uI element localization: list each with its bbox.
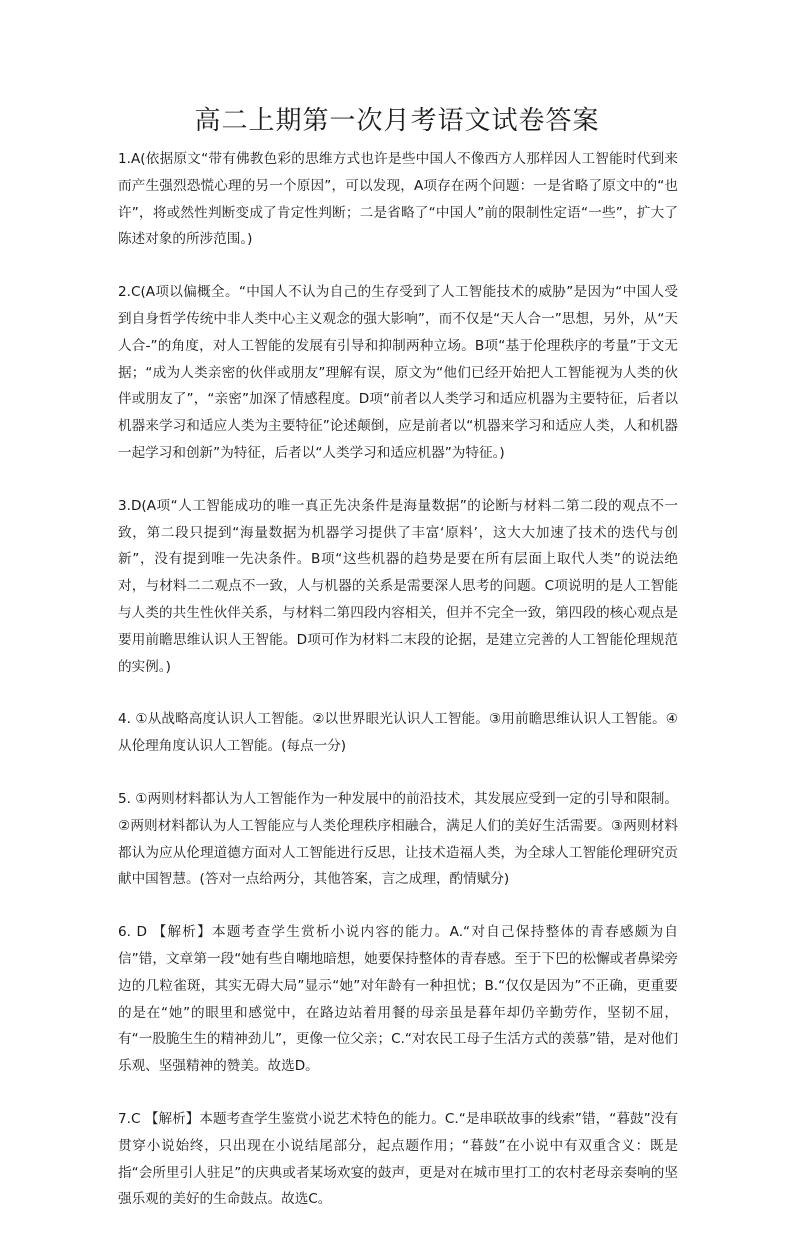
answer-item-3: 3.D(A项“人工智能成功的唯一真正先决条件是海量数据”的论断与材料二第二段的观点不一致，第二段只提到“海量数据为机器学习提供了丰富‘原料’，这大大加速了技术的迭代与创新”，没有提到唯一先决条件。B项“这些机器的趋势是要在所有层面上取代人类”的说法绝对，与材料二二观点不一致，人与机器的关系是需要深人思考的问题。C项说明的是人工智能与人类的共生性伙伴关系，与材料二第四段内容相关，但并不完全一致，第四段的核心观点是要用前瞻思维认识人王智能。D项可作为材料二末段的论据，是建立完善的人工智能伦理规范的实例。) (118, 497, 678, 675)
answer-item-5: 5. ①两则材料都认为人工智能作为一种发展中的前沿技术，其发展应受到一定的引导和限制。②两则材料都认为人工智能应与人类伦理秩序相融合，满足人们的美好生活需要。③两则材料都认为应从伦理道德方面对人工智能进行反思，让技术造福人类，为全球人工智能伦理研究贡献中国智慧。(答对一点给两分，其他答案，言之成理，酌情赋分) (118, 790, 678, 888)
document-title: 高二上期第一次月考语文试卷答案 (194, 106, 600, 136)
answer-list (118, 146, 678, 1239)
answer-item-1: 1.A(依据原文“带有佛教色彩的思维方式也许是些中国人不像西方人那样因人工智能时代到来而产生强烈恐慌心理的另一个原因”，可以发现，A项存在两个问题：一是省略了原文中的“也许”，将或然性判断变成了肯定性判断；二是省略了“中国人”前的限制性定语“一些”，扩大了陈述对象的所涉范围。) (118, 151, 678, 248)
answer-item-4: 4. ①从战略高度认识人工智能。②以世界眼光认识人工智能。③用前瞻思维认识人工智能。④从伦理角度认识人工智能。(每点一分) (118, 711, 678, 755)
answer-item-7: 7.C 【解析】本题考查学生鉴赏小说艺术特色的能力。C.“是串联故事的线索”错，“暮鼓”没有贯穿小说始终，只出现在小说结尾部分，起点题作用；“暮鼓”在小说中有双重含义：既是指“会所里引人驻足”的庆典或者某场欢宴的鼓声，更是对在城市里打工的农村老母亲奏响的坚强乐观的美好的生命鼓点。故选C。 (118, 1110, 678, 1208)
answer-item-2: 2.C(A项以偏概全。“中国人不认为自己的生存受到了人工智能技术的威胁”是因为“中国人受到自身哲学传统中非人类中心主义观念的强大影响”，而不仅是“天人合一”思想，另外，从“天人合-”的角度，对人工智能的发展有引导和抑制两种立场。B项“基于伦理秩序的考量”于文无据；“成为人类亲密的伙伴或朋友”理解有误，原文为“他们已经开始把人工智能视为人类的伙伴或朋友了”，“亲密”加深了情感程度。D项“前者以人类学习和适应机器为主要特征，后者以机器来学习和适应人类为主要特征”论述颠倒，应是前者以“机器来学习和适应人类，人和机器一起学习和创新”为特征，后者以“人类学习和适应机器”为特征。) (118, 284, 678, 461)
answer-item-6: 6. D 【解析】本题考查学生赏析小说内容的能力。A.“对自己保持整体的青春感颇为自信”错，文章第一段“她有些自嘲地暗想，她要保持整体的青春感。至于下巴的松懈或者鼻梁旁边的几粒雀斑，其实无碍大局”显示“她”对年龄有一种担忧；B.“仅仅是因为”不正确，更重要的是在“她”的眼里和感觉中，在路边站着用餐的母亲虽是暮年却仍辛勤劳作，坚韧不屈，有“一股脆生生的精神劲儿”，更像一位父亲；C.“对农民工母子生活方式的羡慕”错，是对他们乐观、坚强精神的赞美。故选D。 (118, 924, 678, 1075)
